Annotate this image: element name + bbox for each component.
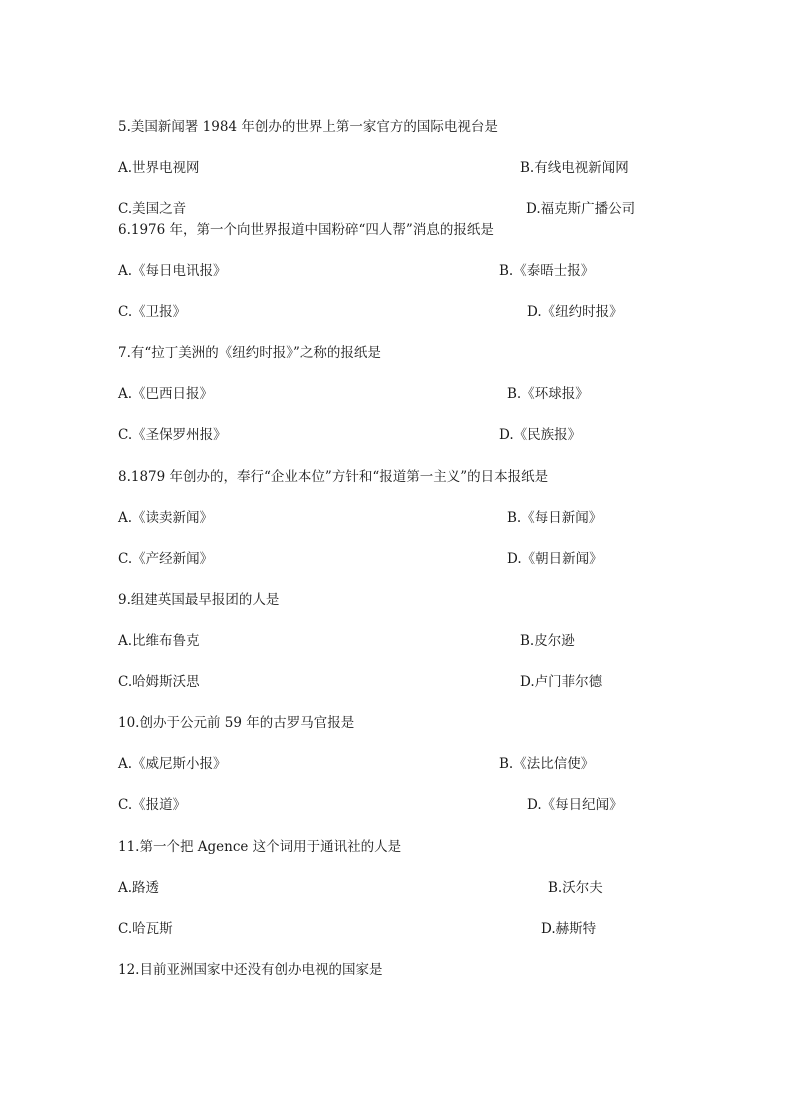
question-6-option-b: B.《泰晤士报》 [499,263,595,279]
question-7-option-d: D.《民族报》 [499,427,582,443]
question-6-option-a: A.《每日电讯报》 [118,263,227,279]
question-8-option-c: C.《产经新闻》 [118,551,214,567]
question-5-option-b: B.有线电视新闻网 [520,160,629,176]
question-5-stem: 5.美国新闻署 1984 年创办的世界上第一家官方的国际电视台是 [118,119,498,135]
question-10-option-a: A.《威尼斯小报》 [118,756,227,772]
question-9-option-a: A.比维布鲁克 [118,633,200,649]
question-5-option-d: D.福克斯广播公司 [526,201,636,217]
question-9-option-d: D.卢门菲尔德 [520,674,603,690]
question-10-stem: 10.创办于公元前 59 年的古罗马官报是 [118,715,355,731]
question-6-stem: 6.1976 年，第一个向世界报道中国粉碎“四人帮”消息的报纸是 [118,222,494,238]
question-11-option-c: C.哈瓦斯 [118,921,173,937]
question-5-option-a: A.世界电视网 [118,160,200,176]
question-10-option-d: D.《每日纪闻》 [527,797,623,813]
question-10-option-c: C.《报道》 [118,797,187,813]
question-10-option-b: B.《法比信使》 [499,756,595,772]
question-6-option-d: D.《纽约时报》 [527,304,623,320]
question-11-option-a: A.路透 [118,880,160,896]
question-8-stem: 8.1879 年创办的，奉行“企业本位”方针和“报道第一主义”的日本报纸是 [118,469,549,485]
question-7-option-c: C.《圣保罗州报》 [118,427,227,443]
question-9-stem: 9.组建英国最早报团的人是 [118,592,280,608]
question-7-option-a: A.《巴西日报》 [118,386,214,402]
question-6-option-c: C.《卫报》 [118,304,187,320]
question-12-stem: 12.目前亚洲国家中还没有创办电视的国家是 [118,962,383,978]
question-11-stem: 11.第一个把 Agence 这个词用于通讯社的人是 [118,839,402,855]
question-11-option-b: B.沃尔夫 [548,880,603,896]
question-8-option-b: B.《每日新闻》 [507,510,603,526]
question-11-option-d: D.赫斯特 [541,921,597,937]
question-5-option-c: C.美国之音 [118,201,187,217]
question-8-option-d: D.《朝日新闻》 [507,551,603,567]
question-9-option-c: C.哈姆斯沃思 [118,674,200,690]
question-8-option-a: A.《读卖新闻》 [118,510,214,526]
question-9-option-b: B.皮尔逊 [520,633,575,649]
question-7-option-b: B.《环球报》 [507,386,589,402]
question-7-stem: 7.有“拉丁美洲的《纽约时报》”之称的报纸是 [118,345,381,361]
